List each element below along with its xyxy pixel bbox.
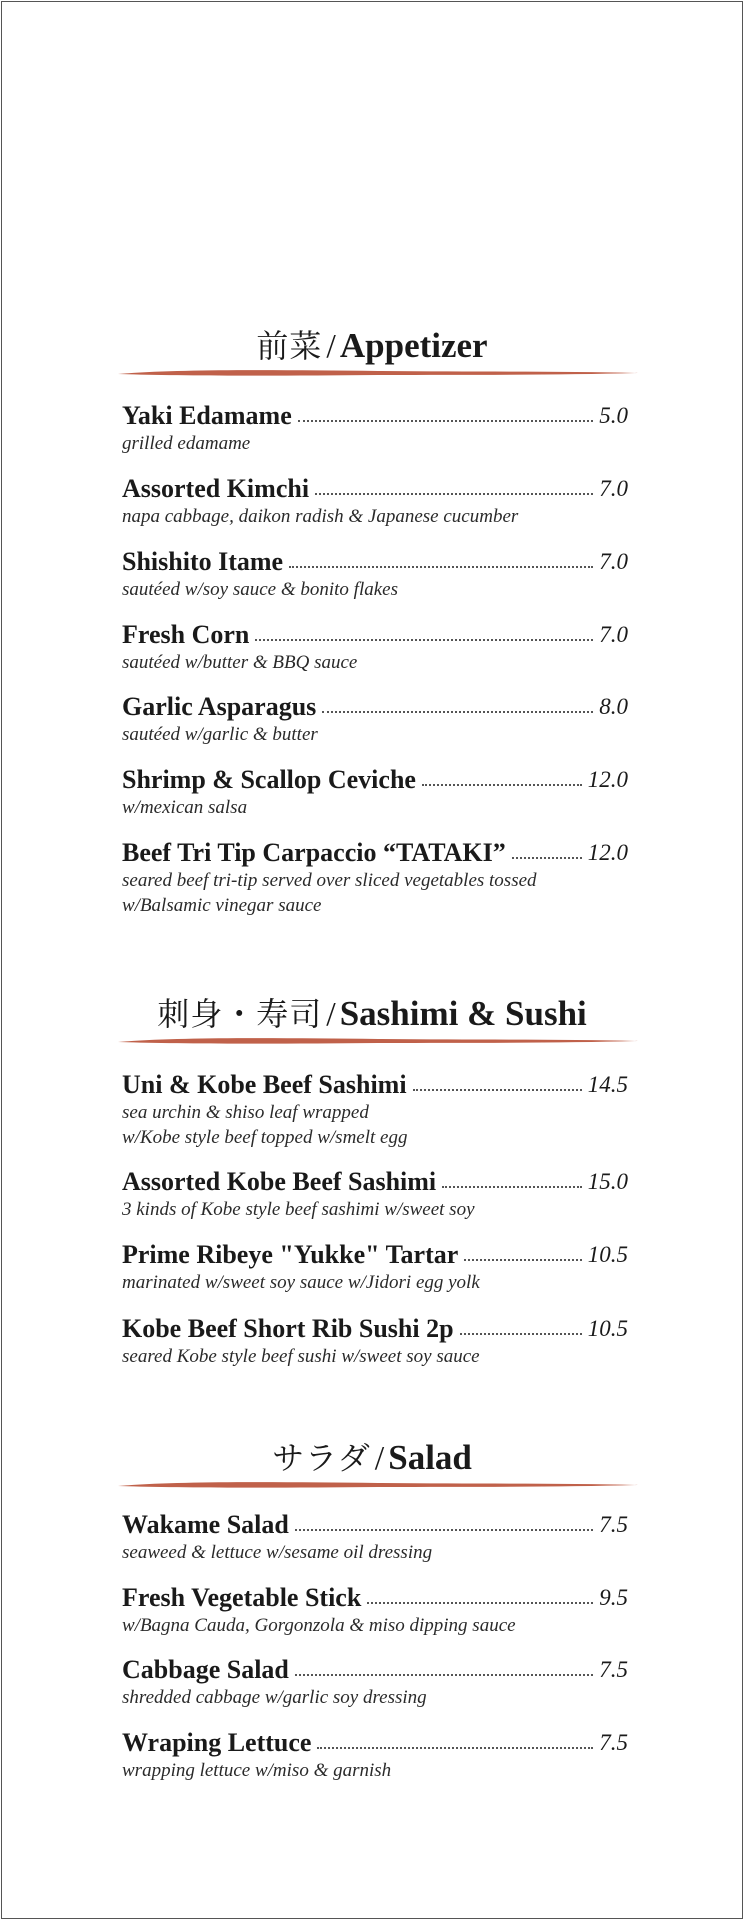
menu-item [122,1583,628,1638]
item-description: marinated w/sweet soy sauce w/Jidori egg yolk [122,1272,480,1293]
menu-item [122,401,628,456]
dot-leader [255,639,593,641]
dot-leader [512,857,582,859]
section-heading: サラダ / Salad [272,1438,472,1477]
item-price: 10.5 [587,1242,628,1267]
menu-item [122,474,628,529]
item-description: shredded cabbage w/garlic soy dressing [122,1687,427,1708]
item-price: 5.0 [599,403,628,428]
dot-leader [317,1747,593,1749]
item-price: 7.5 [599,1512,628,1537]
dot-leader [422,784,582,786]
dot-leader [295,1529,593,1531]
menu-item [122,1240,628,1295]
section-title-en: Appetizer [339,326,488,365]
item-description: napa cabbage, daikon radish & Japanese cucumber [122,506,519,527]
item-description: 3 kinds of Kobe style beef sashimi w/sweet soy [122,1199,475,1220]
item-price: 7.5 [599,1657,628,1682]
item-name: Beef Tri Tip Carpaccio “TATAKI” [122,838,506,867]
dot-leader [442,1186,582,1188]
brush-stroke-divider [118,1480,638,1490]
section-salad [0,1438,744,1490]
item-price: 7.0 [599,549,628,574]
section-appetizer [0,326,744,378]
section-title-jp: 刺身・寿司 [157,995,323,1033]
dot-leader [367,1602,593,1604]
menu-item [122,1510,628,1565]
item-price: 7.5 [599,1730,628,1755]
item-description: wrapping lettuce w/miso & garnish [122,1760,392,1781]
item-description: w/Bagna Cauda, Gorgonzola & miso dipping sauce [122,1615,516,1636]
menu-item [122,1167,628,1222]
dot-leader [322,711,593,713]
item-name: Uni & Kobe Beef Sashimi [122,1070,407,1099]
item-price: 12.0 [587,840,628,865]
dot-leader [289,566,593,568]
item-price: 9.5 [599,1585,628,1610]
item-price: 14.5 [587,1072,628,1097]
dot-leader [460,1333,582,1335]
section-title-en: Sashimi & Sushi [339,994,587,1033]
menu-item [122,1314,628,1369]
item-description: seared beef tri-tip served over sliced vegetables tossed w/Balsamic vinegar sauce [122,870,537,916]
menu-item [122,838,628,918]
item-description: seared Kobe style beef sushi w/sweet soy sauce [122,1346,480,1367]
item-name: Kobe Beef Short Rib Sushi 2p [122,1314,454,1343]
item-description: sautéed w/soy sauce & bonito flakes [122,579,398,600]
item-name: Yaki Edamame [122,401,292,430]
item-description: sea urchin & shiso leaf wrapped w/Kobe style beef topped w/smelt egg [122,1102,408,1148]
item-name: Assorted Kobe Beef Sashimi [122,1167,437,1196]
dot-leader [413,1089,582,1091]
menu-item [122,620,628,675]
item-description: sautéed w/butter & BBQ sauce [122,652,358,673]
menu-item [122,765,628,820]
item-price: 7.0 [599,622,628,647]
brush-stroke-divider [118,368,638,378]
menu-item [122,547,628,602]
item-description: w/mexican salsa [122,797,248,818]
menu-item [122,1655,628,1710]
section-sashimi-sushi [0,994,744,1046]
item-name: Cabbage Salad [122,1655,289,1684]
item-name: Wraping Lettuce [122,1728,312,1757]
item-name: Shishito Itame [122,547,284,576]
section-title-jp: 前菜 [256,327,323,365]
section-heading: 刺身・寿司 / Sashimi & Sushi [157,994,587,1033]
section-heading: 前菜 / Appetizer [256,326,488,365]
item-name: Prime Ribeye "Yukke" Tartar [122,1240,459,1269]
item-name: Fresh Vegetable Stick [122,1583,362,1612]
item-price: 7.0 [599,476,628,501]
item-description: seaweed & lettuce w/sesame oil dressing [122,1542,433,1563]
brush-stroke-divider [118,1036,638,1046]
item-description: sautéed w/garlic & butter [122,724,318,745]
item-price: 10.5 [587,1316,628,1341]
item-price: 8.0 [599,694,628,719]
section-title-en: Salad [388,1438,472,1477]
dot-leader [464,1259,581,1261]
menu-item [122,1728,628,1783]
menu-item [122,1070,628,1150]
dot-leader [298,420,594,422]
item-price: 15.0 [587,1169,628,1194]
section-title-jp: サラダ [272,1439,371,1477]
item-price: 12.0 [587,767,628,792]
dot-leader [295,1674,593,1676]
item-name: Assorted Kimchi [122,474,310,503]
item-name: Wakame Salad [122,1510,289,1539]
item-name: Garlic Asparagus [122,692,317,721]
dot-leader [315,493,593,495]
item-name: Fresh Corn [122,620,250,649]
item-name: Shrimp & Scallop Ceviche [122,765,416,794]
menu-item [122,692,628,747]
item-description: grilled edamame [122,433,251,454]
